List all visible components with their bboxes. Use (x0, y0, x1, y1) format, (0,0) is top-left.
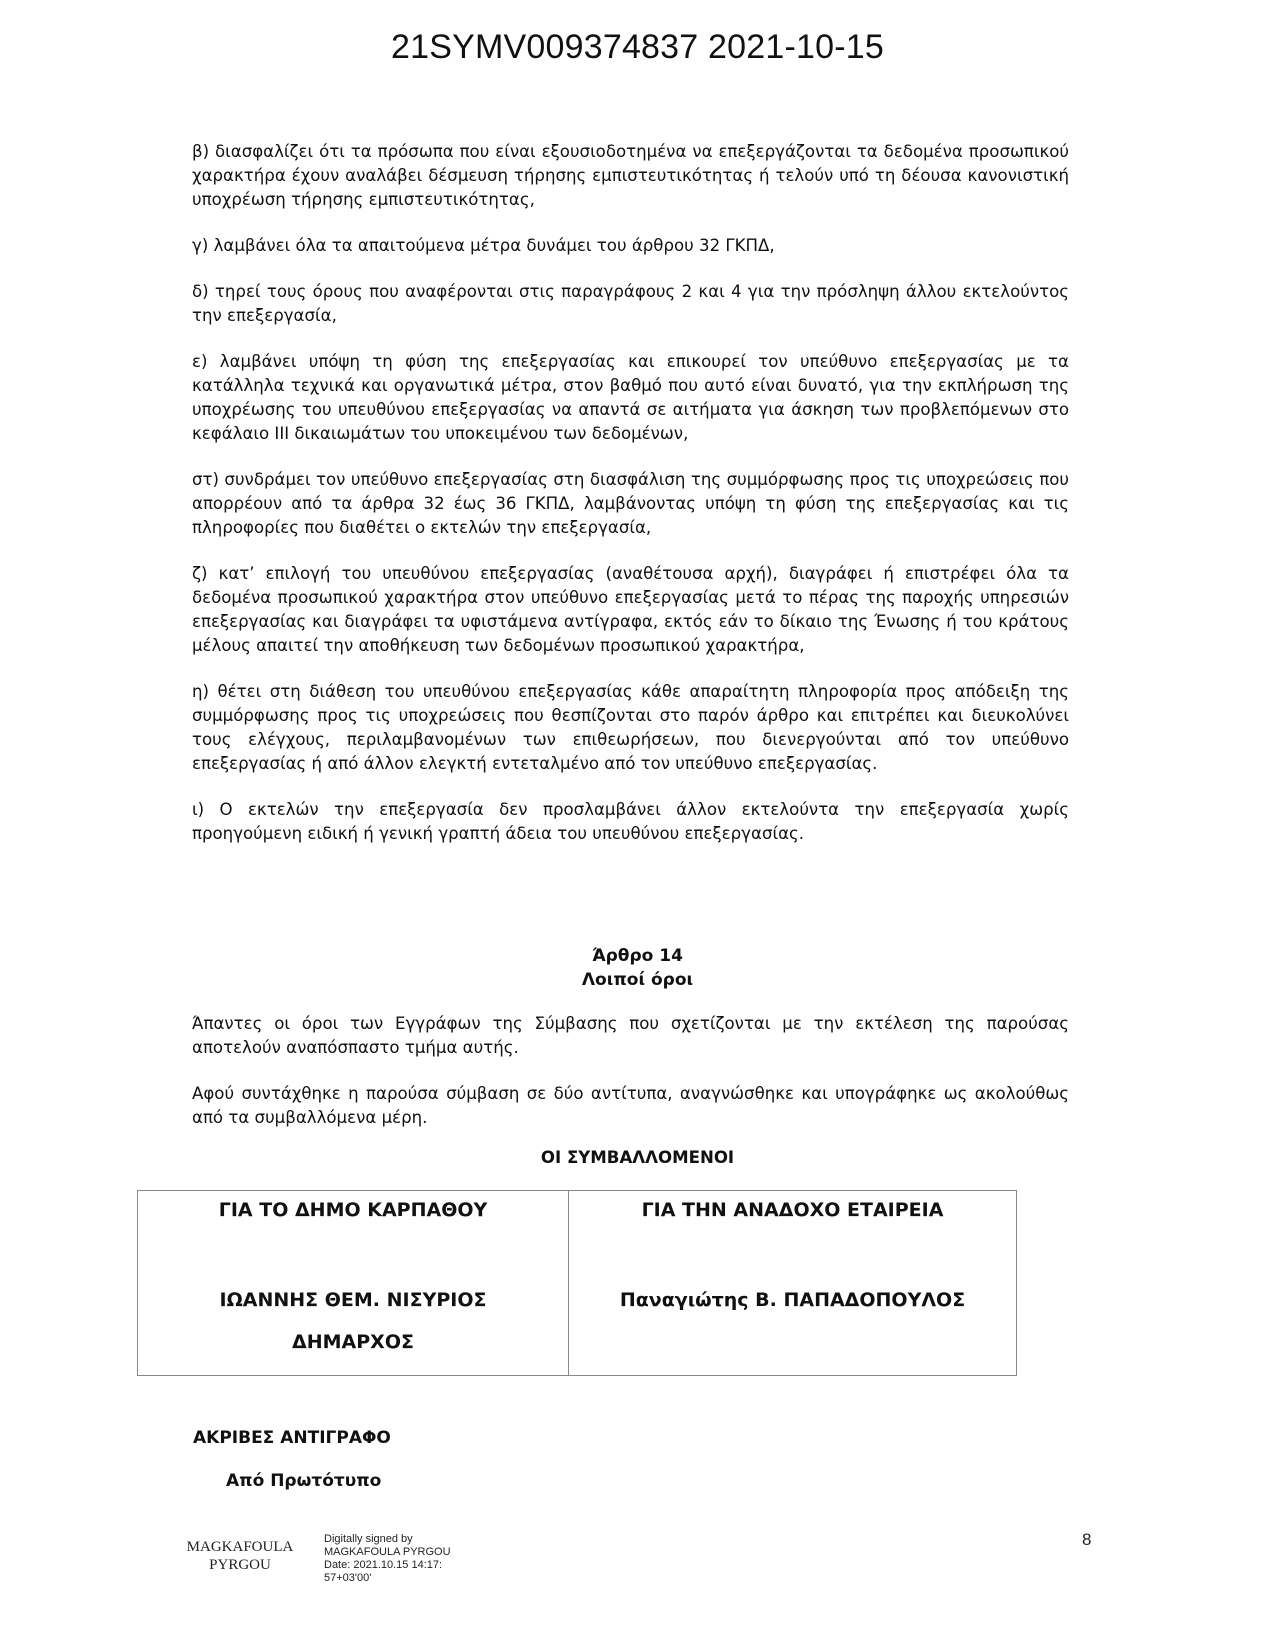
clause-g: γ) λαμβάνει όλα τα απαιτούμενα μέτρα δυνάμει του άρθρου 32 ΓΚΠΔ, (192, 236, 775, 255)
signature-heading: ΓΙΑ ΤΟ ΔΗΜΟ ΚΑΡΠΑΘΟΥ (218, 1199, 488, 1221)
clause-iota: ι) Ο εκτελών την επεξεργασία δεν προσλαμβάνει άλλον εκτελούντα την επεξεργασία χωρίς προηγούμενη ειδική ή γενική γραπτή άδεια του υπευθύνου επεξεργασίας. (192, 800, 1069, 843)
article-number: Άρθρο 14 (592, 946, 683, 966)
parties-title: ΟΙ ΣΥΜΒΑΛΛΟΜΕΝΟΙ (540, 1148, 735, 1167)
signatory-name: Παναγιώτης Β. ΠΑΠΑΔΟΠΟΥΛΟΣ (619, 1289, 966, 1311)
article-heading (0, 944, 1275, 992)
article-paragraph: Άπαντες οι όροι των Εγγράφων της Σύμβασης που σχετίζονται με την εκτέλεση της παρούσας αποτελούν αναπόσπαστο τμήμα αυτής. (192, 1014, 1069, 1057)
signature-table (137, 1190, 1017, 1376)
document-id-header: 21SYMV009374837 2021-10-15 (391, 28, 884, 66)
clause-b: β) διασφαλίζει ότι τα πρόσωπα που είναι εξουσιοδοτημένα να επεξεργάζονται τα δεδομένα προσωπικού χαρακτήρα έχουν αναλάβει δέσμευση τήρησης εμπιστευτικότητας ή τελούν υπό τη δέουσα κανονιστική υποχρέωση τήρησης εμπιστευτικότητας, (192, 142, 1069, 209)
signatory-name: ΙΩΑΝΝΗΣ ΘΕΜ. ΝΙΣΥΡΙΟΣ (219, 1289, 487, 1311)
article-body (192, 1012, 1069, 1152)
contract-clauses (192, 140, 1069, 868)
clause-st: στ) συνδράμει τον υπεύθυνο επεξεργασίας στη διασφάλιση της συμμόρφωσης προς τις υποχρεώσεις που απορρέουν από τα άρθρα 32 έως 36 ΓΚΠΔ, λαμβάνοντας υπόψη τη φύση της επεξεργασίας και τις πληροφορίες που διαθέτει ο εκτελών την επεξεργασία, (192, 470, 1069, 537)
article-title: Λοιποί όροι (581, 970, 694, 990)
article-paragraph: Αφού συντάχθηκε η παρούσα σύμβαση σε δύο αντίτυπα, αναγνώσθηκε και υπογράφηκε ως ακολούθως από τα συμβαλλόμενα μέρη. (192, 1084, 1069, 1127)
certified-copy-label: ΑΚΡΙΒΕΣ ΑΝΤΙΓΡΑΦΟ (193, 1428, 391, 1448)
clause-z: ζ) κατ’ επιλογή του υπευθύνου επεξεργασίας (αναθέτουσα αρχή), διαγράφει ή επιστρέφει όλα τα δεδομένα προσωπικού χαρακτήρα στον υπεύθυνο επεξεργασίας μετά το πέρας της παροχής υπηρεσιών επεξεργασίας και διαγράφει τα υφιστάμενα αντίγραφα, εκτός εάν το δίκαιο της Ένωσης ή του κράτους μέλους απαιτεί την αποθήκευση των δεδομένων προσωπικού χαρακτήρα, (192, 564, 1069, 655)
signature-cell-contractor (569, 1191, 1017, 1376)
clause-i: η) θέτει στη διάθεση του υπευθύνου επεξεργασίας κάθε απαραίτητη πληροφορία προς απόδειξη της συμμόρφωσης προς τις υποχρεώσεις που θεσπίζονται στο παρόν άρθρο και επιτρέπει και διευκολύνει τους ελέγχους, περιλαμβανομένων των επιθεωρήσεων, που διενεργούνται από τον υπεύθυνο επεξεργασίας ή από άλλον ελεγκτή εντεταλμένο από τον υπεύθυνο επεξεργασίας. (192, 682, 1069, 773)
signatory-role: ΔΗΜΑΡΧΟΣ (292, 1331, 414, 1353)
digital-signer-name: MAGKAFOULA PYRGOU (186, 1539, 294, 1573)
clause-d: δ) τηρεί τους όρους που αναφέρονται στις παραγράφους 2 και 4 για την πρόσληψη άλλου εκτελούντος την επεξεργασία, (192, 282, 1069, 325)
signature-cell-municipality (138, 1191, 569, 1376)
page-number: 8 (1082, 1530, 1092, 1549)
signature-heading: ΓΙΑ ΤΗΝ ΑΝΑΔΟΧΟ ΕΤΑΙΡΕΙΑ (641, 1199, 944, 1221)
clause-e: ε) λαμβάνει υπόψη τη φύση της επεξεργασίας και επικουρεί τον υπεύθυνο επεξεργασίας με τα κατάλληλα τεχνικά και οργανωτικά μέτρα, στον βαθμό που αυτό είναι δυνατό, για την εκπλήρωση της υποχρέωσης του υπευθύνου επεξεργασίας να απαντά σε αιτήματα για άσκηση των προβλεπόμενων στο κεφάλαιο ΙΙΙ δικαιωμάτων του υποκειμένου των δεδομένων, (192, 352, 1069, 443)
certified-copy-source: Από Πρωτότυπο (226, 1471, 382, 1491)
digital-signature-details: Digitally signed by MAGKAFOULA PYRGOU Date: 2021.10.15 14:17: 57+03'00' (324, 1533, 451, 1584)
